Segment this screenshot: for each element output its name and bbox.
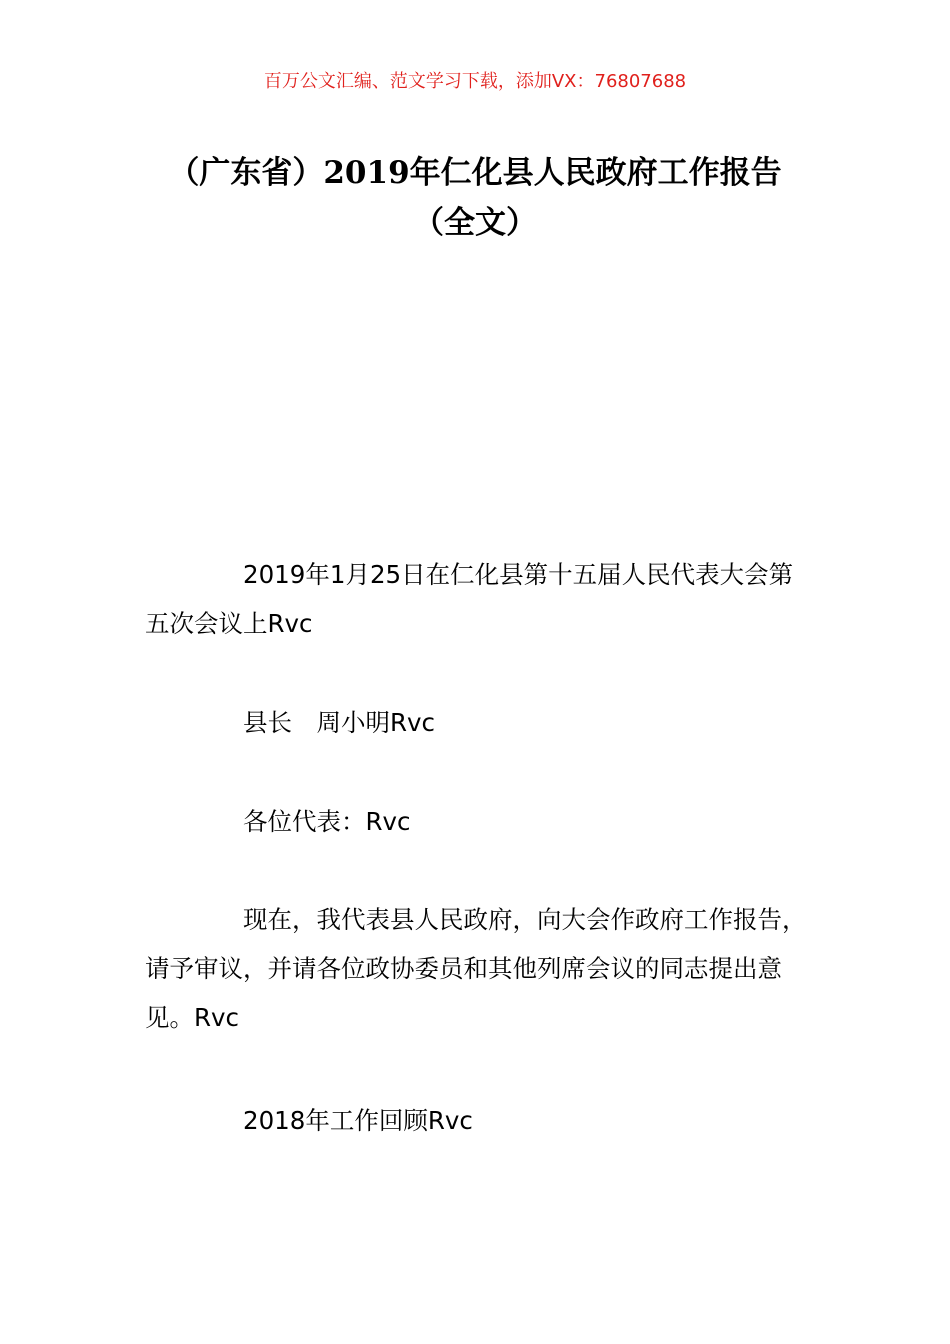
salutation-paragraph: 各位代表：Rvc xyxy=(243,807,411,836)
section-heading-paragraph: 2018年工作回顾Rvc xyxy=(243,1106,473,1135)
document-title: （广东省）2019年仁化县人民政府工作报告（全文） xyxy=(168,155,782,241)
header-note: 百万公文汇编、范文学习下载，添加VX：76807688 xyxy=(263,71,687,92)
meeting-info-paragraph: 2019年1月25日在仁化县第十五届人民代表大会第五次会议上Rvc xyxy=(145,560,794,638)
intro-paragraph: 现在，我代表县人民政府，向大会作政府工作报告，请予审议，并请各位政协委员和其他列席会议的同志提出意见。Rvc xyxy=(145,905,807,1032)
speaker-paragraph: 县长 周小明Rvc xyxy=(243,708,435,737)
